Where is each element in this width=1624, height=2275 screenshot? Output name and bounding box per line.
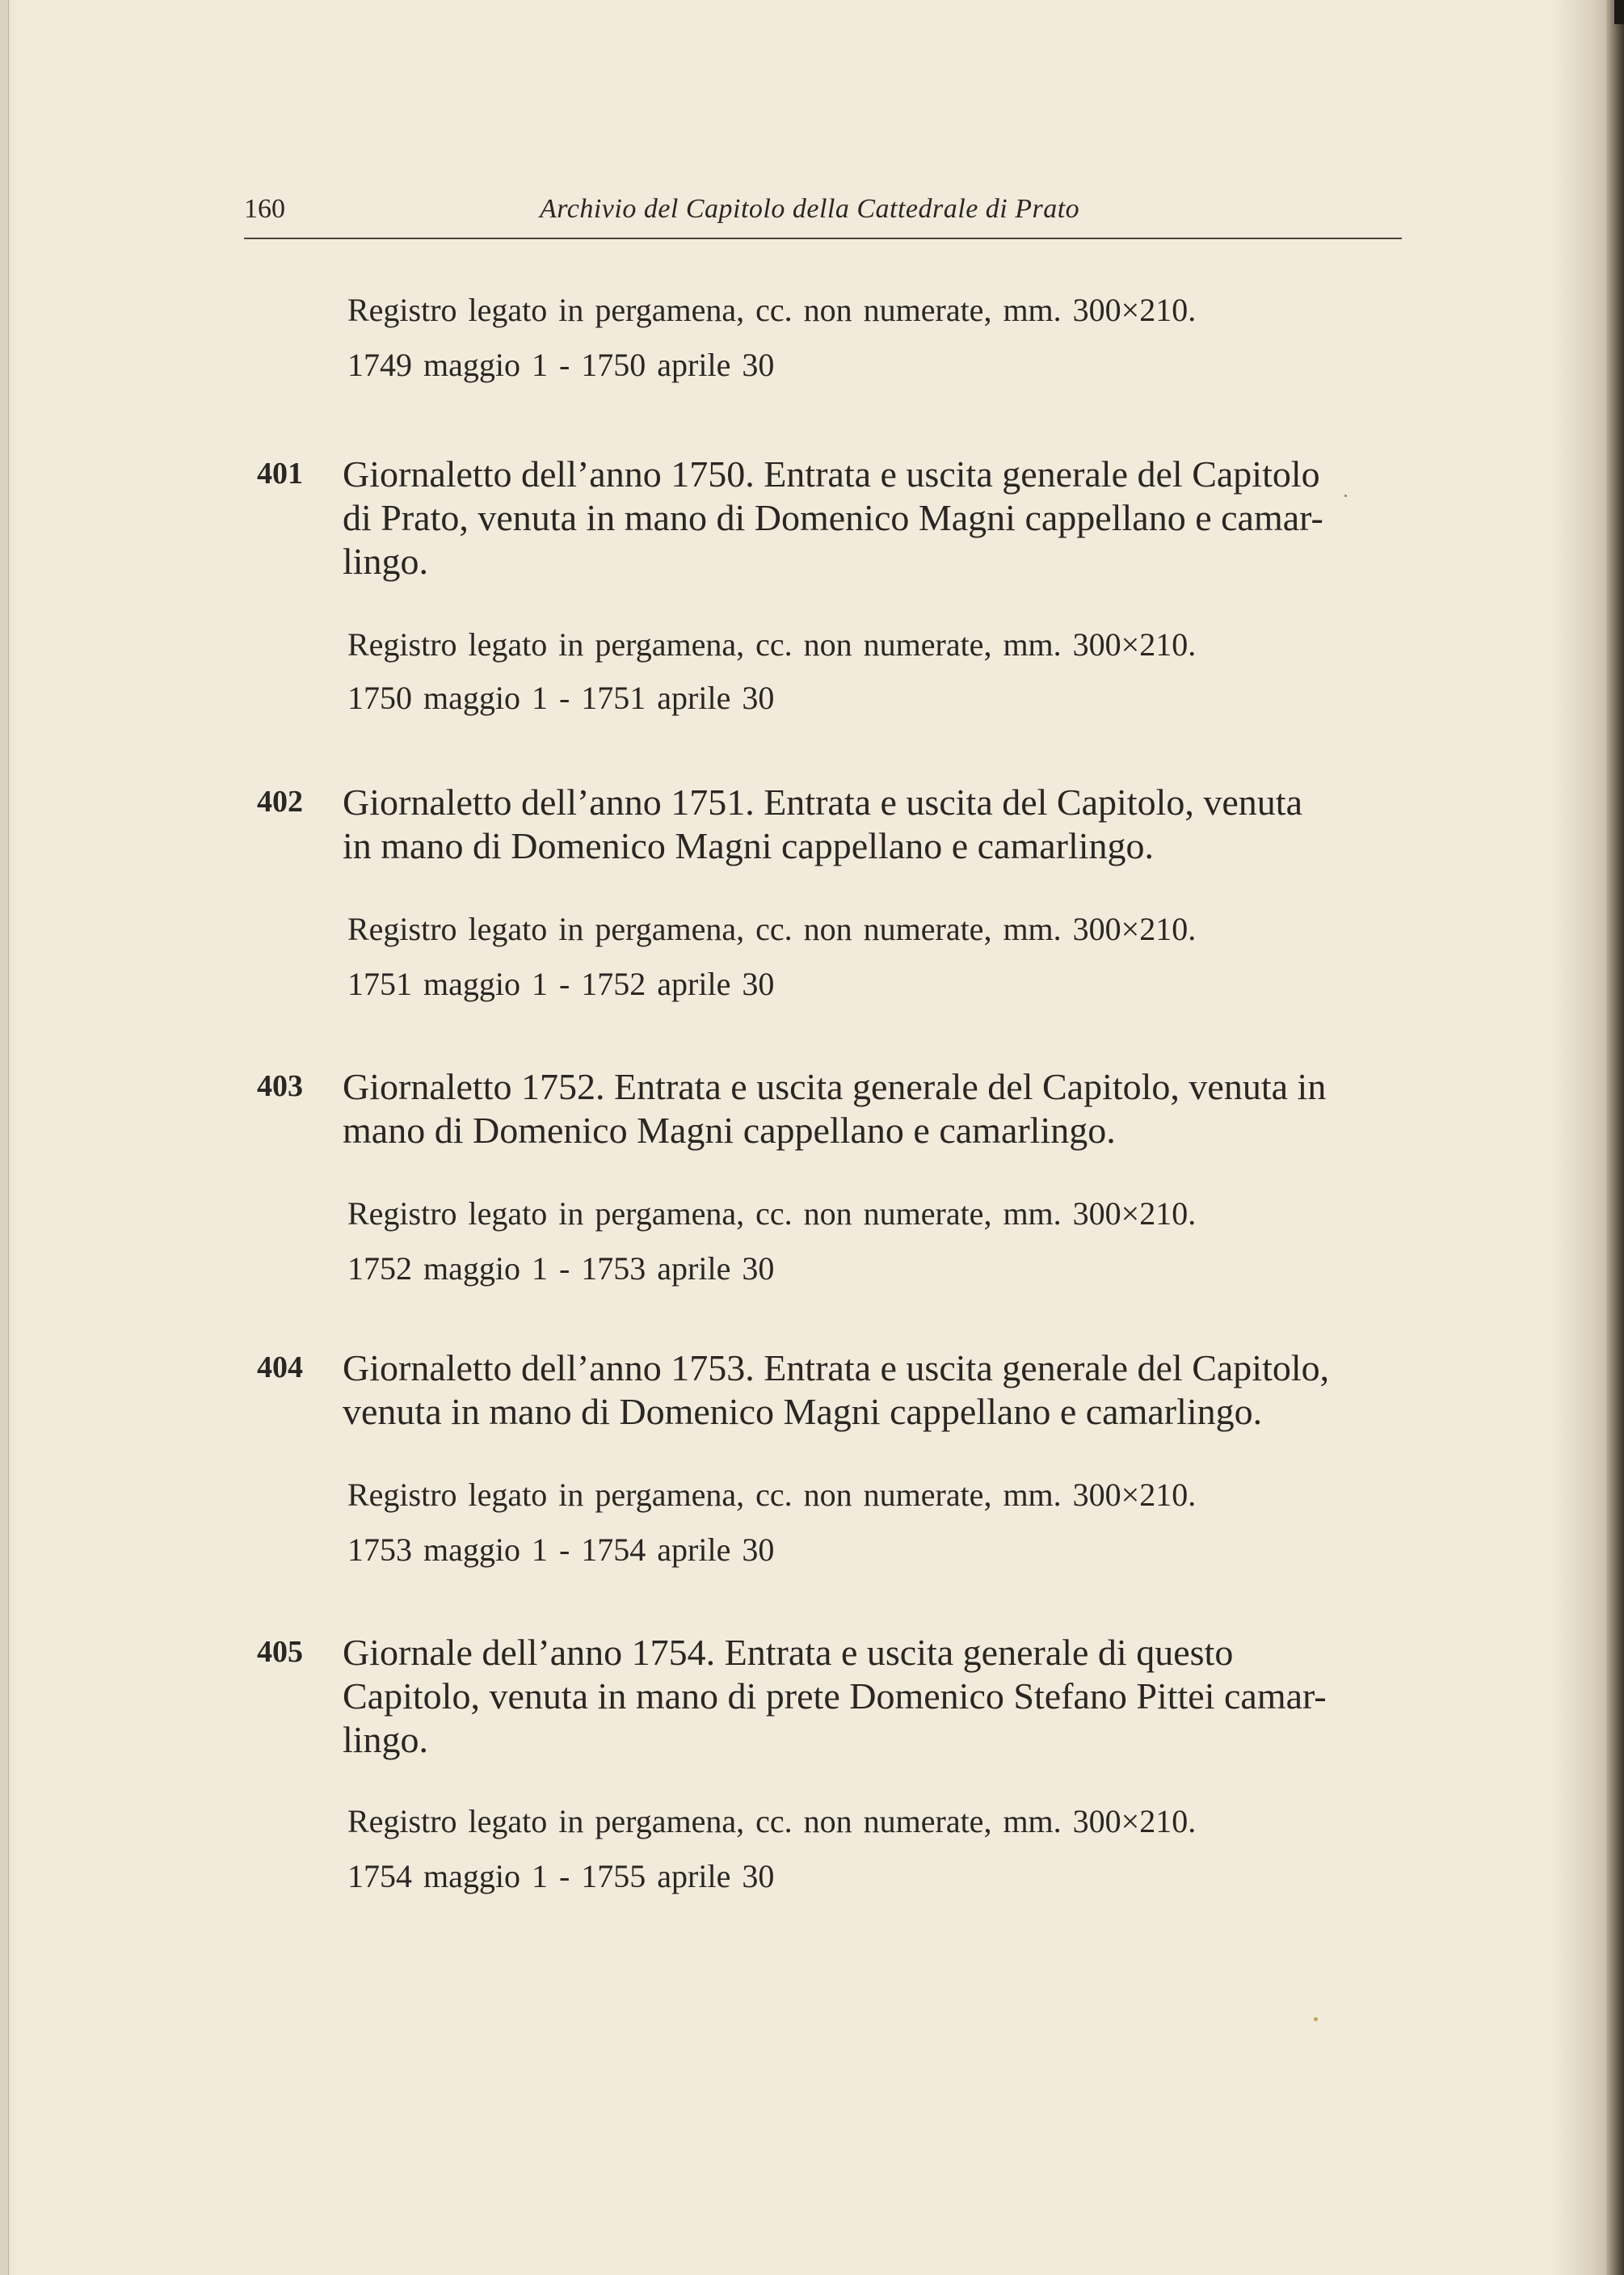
entry-title-line: lingo. bbox=[343, 541, 429, 582]
entry-dates: 1750 maggio 1 - 1751 aprile 30 bbox=[347, 680, 775, 716]
paper-speck bbox=[1314, 2017, 1318, 2021]
entry-title bbox=[343, 1065, 1407, 1152]
entry-title bbox=[343, 1346, 1407, 1434]
entry-number: 405 bbox=[257, 1635, 303, 1669]
entry-title bbox=[343, 781, 1407, 868]
entry-title-line: Giornaletto dell’anno 1751. Entrata e uscita del Capitolo, venuta bbox=[343, 782, 1302, 823]
entry-title-line: Giornaletto 1752. Entrata e uscita generale del Capitolo, venuta in bbox=[343, 1066, 1327, 1107]
page-gutter-left bbox=[0, 0, 9, 2275]
entry-description: Registro legato in pergamena, cc. non numerate, mm. 300×210. bbox=[347, 911, 1197, 947]
running-title: Archivio del Capitolo della Cattedrale di Prato bbox=[540, 194, 1080, 224]
entry-title-line: in mano di Domenico Magni cappellano e camarlingo. bbox=[343, 825, 1155, 866]
entry-description: Registro legato in pergamena, cc. non numerate, mm. 300×210. bbox=[347, 1803, 1197, 1839]
entry-title-line: Giornaletto dell’anno 1753. Entrata e uscita generale del Capitolo, bbox=[343, 1347, 1330, 1388]
running-header bbox=[244, 192, 1402, 239]
page-corner-shadow bbox=[1614, 0, 1624, 24]
entry-title bbox=[343, 453, 1407, 583]
entry-dates: 1754 maggio 1 - 1755 aprile 30 bbox=[347, 1858, 775, 1894]
entry-number: 401 bbox=[257, 457, 303, 491]
entry-number: 402 bbox=[257, 785, 303, 819]
entry-title-line: Capitolo, venuta in mano di prete Domenico Stefano Pittei camar- bbox=[343, 1675, 1327, 1717]
entry-title-line: Giornale dell’anno 1754. Entrata e uscita generale di questo bbox=[343, 1632, 1234, 1673]
entry-title bbox=[343, 1631, 1407, 1762]
entry-title-line: di Prato, venuta in mano di Domenico Magni cappellano e camar- bbox=[343, 497, 1323, 538]
entry-description: Registro legato in pergamena, cc. non numerate, mm. 300×210. bbox=[347, 1477, 1197, 1513]
entry-number: 403 bbox=[257, 1069, 303, 1103]
entry-title-line: lingo. bbox=[343, 1719, 429, 1760]
page-edge-right bbox=[1606, 0, 1624, 2275]
entry-dates: 1752 maggio 1 - 1753 aprile 30 bbox=[347, 1250, 775, 1287]
entry-description: Registro legato in pergamena, cc. non numerate, mm. 300×210. bbox=[347, 1195, 1197, 1232]
paper-speck bbox=[1344, 495, 1347, 497]
entry-number: 404 bbox=[257, 1350, 303, 1384]
entry-description: Registro legato in pergamena, cc. non numerate, mm. 300×210. bbox=[347, 292, 1197, 328]
entry-title-line: Giornaletto dell’anno 1750. Entrata e uscita generale del Capitolo bbox=[343, 453, 1320, 495]
page-number: 160 bbox=[244, 194, 285, 224]
entry-dates: 1753 maggio 1 - 1754 aprile 30 bbox=[347, 1531, 775, 1568]
entry-dates: 1749 maggio 1 - 1750 aprile 30 bbox=[347, 347, 775, 383]
entry-title-line: venuta in mano di Domenico Magni cappellano e camarlingo. bbox=[343, 1391, 1263, 1432]
entry-title-line: mano di Domenico Magni cappellano e camarlingo. bbox=[343, 1110, 1116, 1151]
entry-dates: 1751 maggio 1 - 1752 aprile 30 bbox=[347, 966, 775, 1002]
entry-description: Registro legato in pergamena, cc. non numerate, mm. 300×210. bbox=[347, 626, 1197, 663]
